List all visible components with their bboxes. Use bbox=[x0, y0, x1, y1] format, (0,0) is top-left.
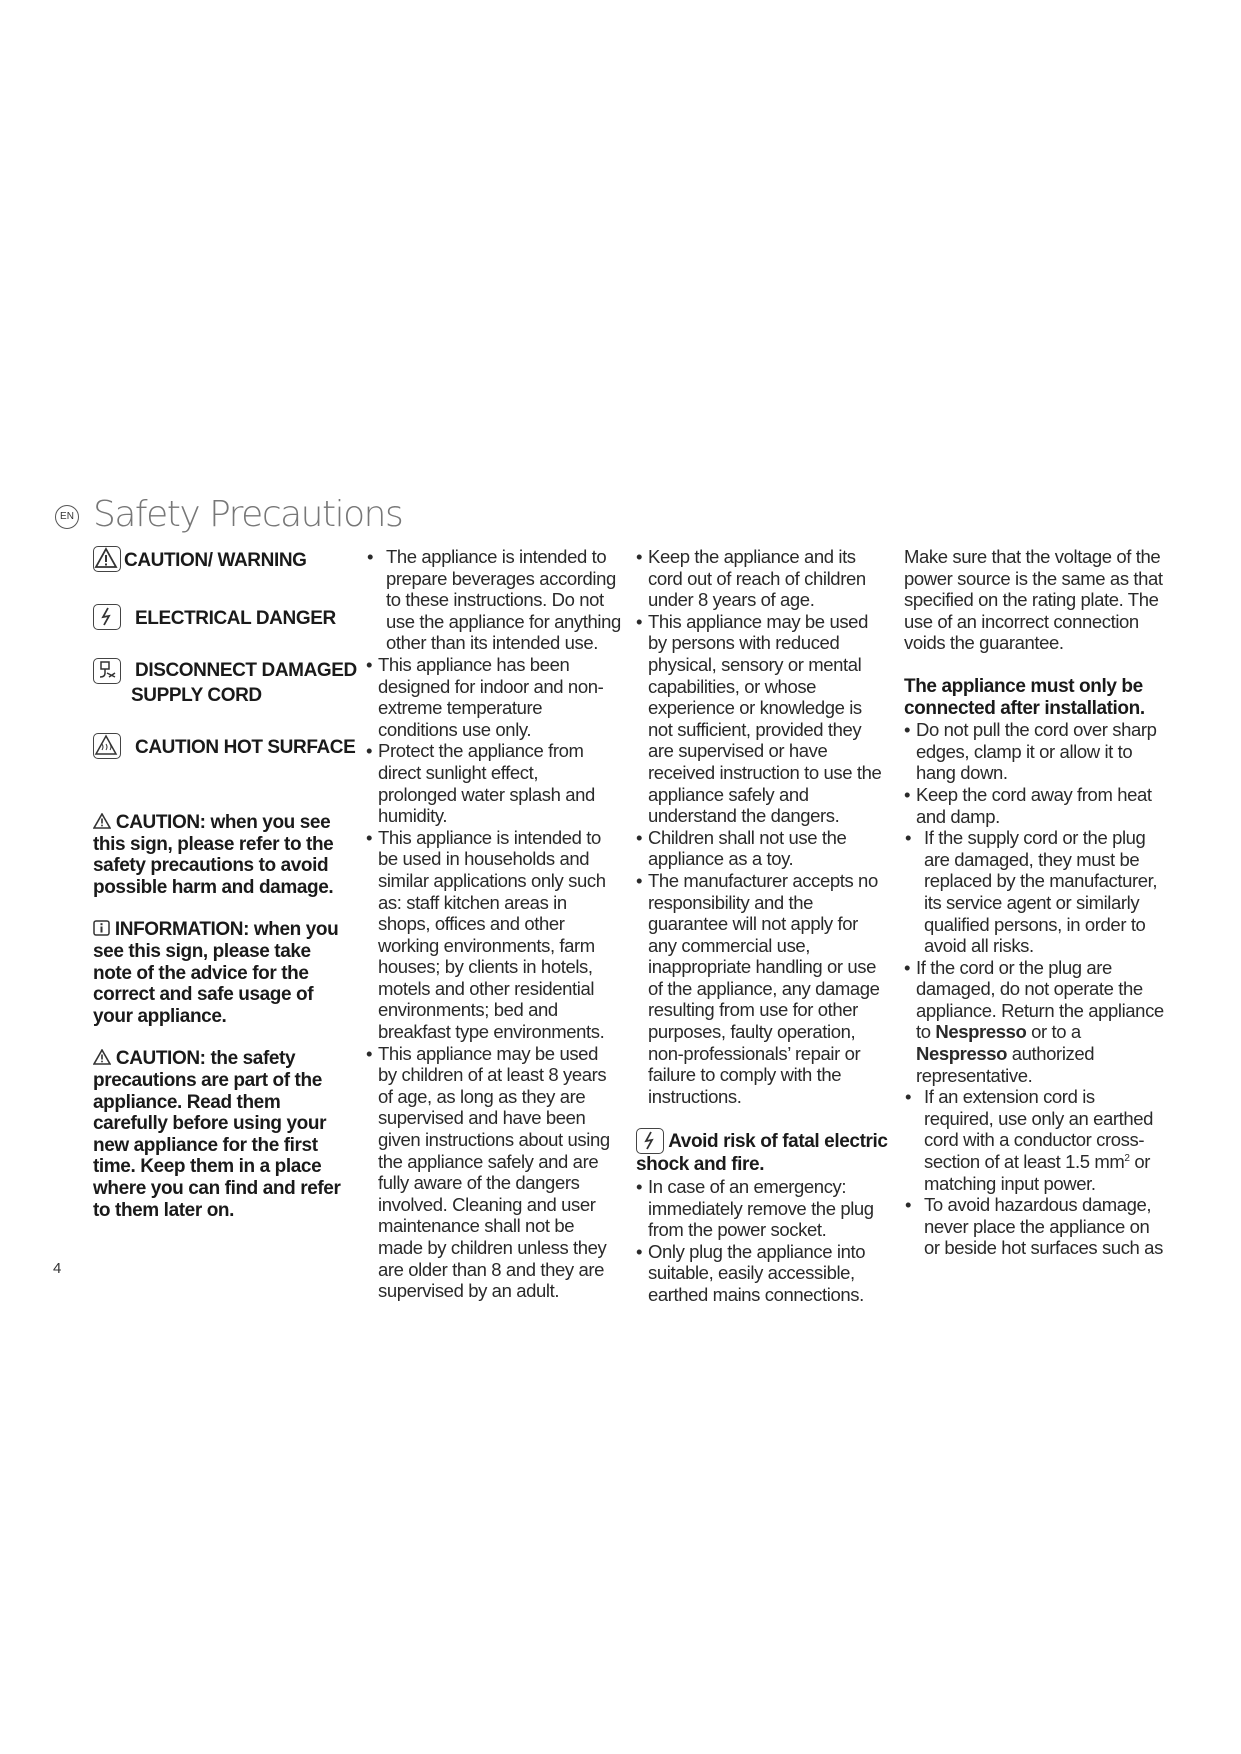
list-item: • This appliance is intended to be used in households and similar applications only such as: staff kitchen areas in shops, offices and other working environments, farm houses; by clients in hotels, motels and other residential environments; bed and breakfast type environments. bbox=[366, 827, 621, 1043]
list-item: • If the supply cord or the plug are damaged, they must be replaced by the manufacturer, its service agent or similarly qualified persons, in order to avoid all risks. bbox=[904, 827, 1164, 957]
column-3 bbox=[636, 546, 891, 1306]
legend-label: CAUTION HOT SURFACE bbox=[135, 737, 356, 758]
legend-label: CAUTION/ WARNING bbox=[124, 550, 307, 571]
information-sign-note bbox=[93, 919, 345, 1027]
list-item: • Children shall not use the appliance as a toy. bbox=[636, 827, 891, 870]
legend-caution-warning bbox=[93, 546, 345, 576]
column-2 bbox=[366, 546, 621, 1302]
brand-name: Nespresso bbox=[935, 1021, 1027, 1043]
shock-heading bbox=[636, 1128, 891, 1176]
shock-list bbox=[636, 1176, 891, 1306]
list-item-extension: • If an extension cord is required, use only an earthed cord with a conductor cross-section of at least 1.5 $mm^2$ or matching input power. bbox=[904, 1086, 1164, 1194]
warning-triangle-icon bbox=[93, 546, 121, 572]
page-title: Safety Precautions bbox=[93, 494, 403, 535]
list-item: • The manufacturer accepts no responsibility and the guarantee will not apply for any commercial use, inappropriate handling or use of the appliance, any damage resulting from use for other purposes, faulty operation, non-professionals’ repair or failure to comply with the instructions. bbox=[636, 870, 891, 1108]
list-item: • This appliance may be used by children of at least 8 years of age, as long as they are supervised and have been given instructions about using the appliance safely and are fully aware of the dangers involved. Cleaning and user maintenance shall not be made by children unless they are older than 8 and they are supervised by an adult. bbox=[366, 1043, 621, 1302]
caution-part-note bbox=[93, 1048, 345, 1221]
list-item: • This appliance has been designed for indoor and non-extreme temperature conditions use only. bbox=[366, 654, 621, 740]
information-sign-text: INFORMATION: when you see this sign, please take note of the advice for the correct and safe usage of your appliance. bbox=[93, 919, 339, 1027]
lightning-icon bbox=[93, 604, 121, 630]
shock-heading-text: Avoid risk of fatal electric shock and fire. bbox=[636, 1131, 888, 1176]
page-number: 4 bbox=[53, 1260, 62, 1277]
lightning-icon bbox=[636, 1128, 664, 1154]
list-item: • To avoid hazardous damage, never place the appliance on or beside hot surfaces such as bbox=[904, 1194, 1164, 1259]
legend-label-line1: DISCONNECT DAMAGED bbox=[135, 660, 357, 681]
hot-surface-icon bbox=[93, 733, 121, 759]
list-item: • In case of an emergency: immediately remove the plug from the power socket. bbox=[636, 1176, 891, 1241]
voltage-paragraph: Make sure that the voltage of the power source is the same as that specified on the rating plate. The use of an incorrect connection voids the guarantee. bbox=[904, 546, 1163, 654]
list-item: • Keep the cord away from heat and damp. bbox=[904, 784, 1164, 827]
list-item: • The appliance is intended to prepare beverages according to these instructions. Do not use the appliance for anything other than its intended use. bbox=[366, 546, 621, 654]
installation-heading: The appliance must only be connected after installation. bbox=[904, 675, 1145, 719]
list-item: • Do not pull the cord over sharp edges, clamp it or allow it to hang down. bbox=[904, 719, 1164, 784]
legend-hot-surface bbox=[93, 733, 356, 763]
legend-disconnect-cord bbox=[93, 658, 357, 714]
list-item: • Keep the appliance and its cord out of reach of children under 8 years of age. bbox=[636, 546, 891, 611]
children-list bbox=[636, 546, 891, 1107]
warning-triangle-icon bbox=[93, 813, 111, 829]
caution-sign-note bbox=[93, 812, 345, 898]
unplug-cord-icon bbox=[93, 658, 121, 684]
column-1 bbox=[93, 546, 357, 1221]
information-icon bbox=[93, 920, 110, 936]
caution-part-text: CAUTION: the safety precautions are part of the appliance. Read them carefully before using your new appliance for the first time. Keep them in a place where you can find and refer to them later on. bbox=[93, 1048, 341, 1221]
legend-label: ELECTRICAL DANGER bbox=[135, 608, 336, 629]
language-badge: EN bbox=[55, 505, 79, 529]
list-item: • Protect the appliance from direct sunlight effect, prolonged water splash and humidity. bbox=[366, 740, 621, 826]
column-4 bbox=[904, 546, 1164, 1259]
list-item: • Only plug the appliance into suitable, easily accessible, earthed mains connections. bbox=[636, 1241, 891, 1306]
list-item: • This appliance may be used by persons with reduced physical, sensory or mental capabilities, or whose experience or knowledge is not sufficient, provided they are supervised or have received instruction to use the appliance safely and understand the dangers. bbox=[636, 611, 891, 827]
cord-list bbox=[904, 719, 1164, 1259]
usage-list bbox=[366, 546, 621, 1302]
warning-triangle-icon bbox=[93, 1049, 111, 1065]
legend-label-line2: SUPPLY CORD bbox=[131, 685, 262, 706]
list-item-damaged: • If the cord or the plug are damaged, do not operate the appliance. Return the appliance to Nespresso or to a Nespresso authorized representative. bbox=[904, 957, 1164, 1087]
brand-name: Nespresso bbox=[916, 1043, 1008, 1065]
caution-sign-text: CAUTION: when you see this sign, please refer to the safety precautions to avoid possible harm and damage. bbox=[93, 812, 334, 898]
legend-electrical-danger bbox=[93, 604, 345, 634]
